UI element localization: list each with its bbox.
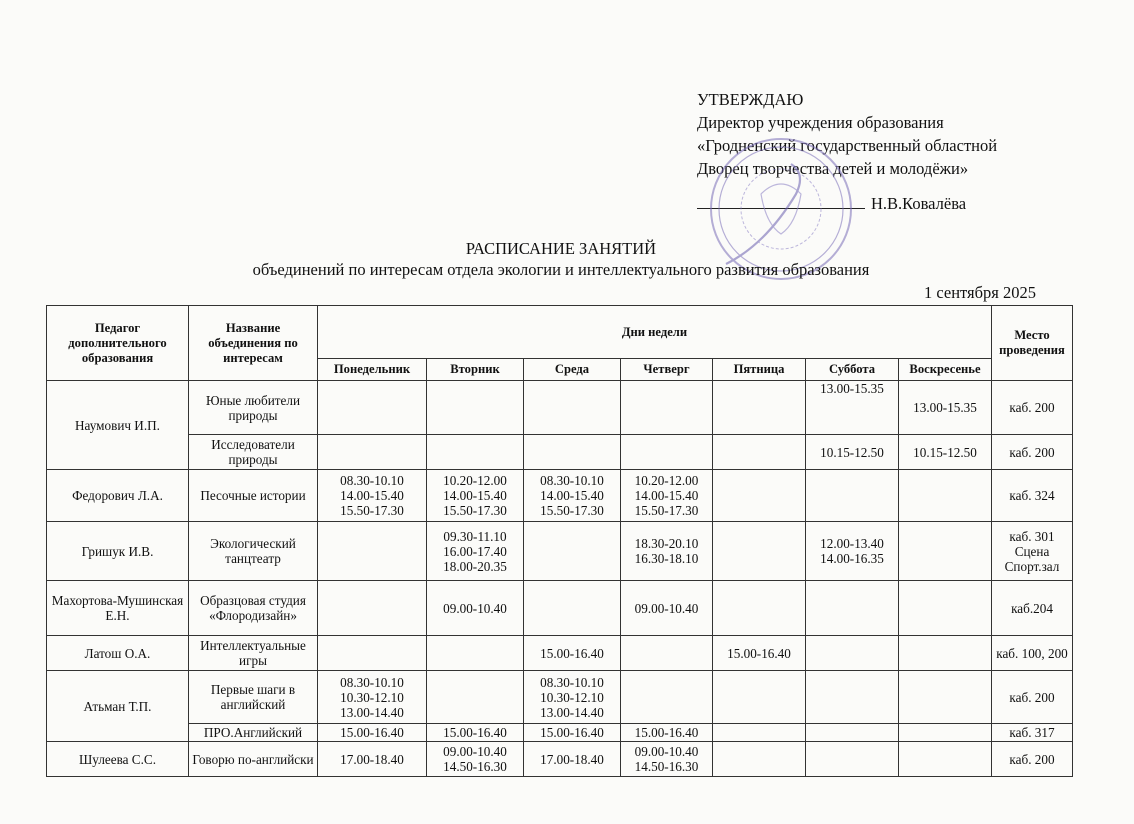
tuesday-cell: 09.00-10.40: [427, 581, 524, 636]
place-cell: каб.204: [992, 581, 1073, 636]
wednesday-cell: 17.00-18.40: [524, 742, 621, 777]
place-cell: каб. 200: [992, 435, 1073, 470]
header-thursday: Четверг: [621, 359, 713, 381]
thursday-cell: [621, 435, 713, 470]
monday-cell: 15.00-16.40: [318, 724, 427, 742]
approval-line-1: Директор учреждения образования: [697, 113, 944, 132]
header-friday: Пятница: [713, 359, 806, 381]
schedule-table: [46, 305, 1073, 777]
table-row: [47, 671, 1073, 724]
saturday-cell: [806, 581, 899, 636]
wednesday-cell: 15.00-16.40: [524, 724, 621, 742]
table-row: [47, 724, 1073, 742]
group-cell: Первые шаги в английский: [189, 671, 318, 724]
monday-cell: [318, 636, 427, 671]
table-row: [47, 381, 1073, 435]
thursday-cell: 15.00-16.40: [621, 724, 713, 742]
sunday-cell: [899, 470, 992, 522]
thursday-cell: [621, 671, 713, 724]
table-row: [47, 435, 1073, 470]
monday-cell: [318, 522, 427, 581]
friday-cell: 15.00-16.40: [713, 636, 806, 671]
tuesday-cell: 09.30-11.10 16.00-17.40 18.00-20.35: [427, 522, 524, 581]
sunday-cell: 13.00-15.35: [899, 381, 992, 435]
group-cell: Образцовая студия «Флородизайн»: [189, 581, 318, 636]
group-cell: Юные любители природы: [189, 381, 318, 435]
sunday-cell: [899, 724, 992, 742]
document-date: 1 сентября 2025: [924, 283, 1036, 302]
table-row: [47, 522, 1073, 581]
approval-line-2: «Гродненский государственный областной: [697, 136, 998, 155]
group-cell: Говорю по-английски: [189, 742, 318, 777]
monday-cell: 08.30-10.10 14.00-15.40 15.50-17.30: [318, 470, 427, 522]
wednesday-cell: [524, 435, 621, 470]
saturday-cell: [806, 470, 899, 522]
header-days: Дни недели: [318, 306, 992, 359]
teacher-cell: Шулеева С.С.: [47, 742, 189, 777]
wednesday-cell: [524, 522, 621, 581]
wednesday-cell: [524, 381, 621, 435]
saturday-cell: [806, 724, 899, 742]
tuesday-cell: 15.00-16.40: [427, 724, 524, 742]
tuesday-cell: [427, 435, 524, 470]
place-cell: каб. 200: [992, 381, 1073, 435]
place-cell: каб. 324: [992, 470, 1073, 522]
tuesday-cell: [427, 381, 524, 435]
sunday-cell: [899, 581, 992, 636]
header-teacher: Педагог дополнительного образования: [47, 306, 189, 381]
saturday-cell: [806, 636, 899, 671]
group-cell: ПРО.Английский: [189, 724, 318, 742]
teacher-cell: Наумович И.П.: [47, 381, 189, 470]
header-saturday: Суббота: [806, 359, 899, 381]
approval-line-3: Дворец творчества детей и молодёжи»: [697, 159, 969, 178]
approval-heading: УТВЕРЖДАЮ: [697, 90, 804, 109]
saturday-cell: [806, 742, 899, 777]
friday-cell: [713, 671, 806, 724]
friday-cell: [713, 470, 806, 522]
thursday-cell: [621, 636, 713, 671]
thursday-cell: 18.30-20.10 16.30-18.10: [621, 522, 713, 581]
header-monday: Понедельник: [318, 359, 427, 381]
sunday-cell: [899, 636, 992, 671]
place-cell: каб. 100, 200: [992, 636, 1073, 671]
tuesday-cell: [427, 671, 524, 724]
monday-cell: 17.00-18.40: [318, 742, 427, 777]
friday-cell: [713, 522, 806, 581]
teacher-cell: Атьман Т.П.: [47, 671, 189, 742]
place-cell: каб. 317: [992, 724, 1073, 742]
place-cell: каб. 200: [992, 671, 1073, 724]
saturday-cell: 13.00-15.35: [806, 381, 899, 435]
saturday-cell: 12.00-13.40 14.00-16.35: [806, 522, 899, 581]
group-cell: Песочные истории: [189, 470, 318, 522]
saturday-cell: 10.15-12.50: [806, 435, 899, 470]
wednesday-cell: 15.00-16.40: [524, 636, 621, 671]
tuesday-cell: 09.00-10.40 14.50-16.30: [427, 742, 524, 777]
wednesday-cell: [524, 581, 621, 636]
sunday-cell: [899, 742, 992, 777]
thursday-cell: 09.00-10.40: [621, 581, 713, 636]
friday-cell: [713, 724, 806, 742]
place-cell: каб. 200: [992, 742, 1073, 777]
tuesday-cell: [427, 636, 524, 671]
thursday-cell: 09.00-10.40 14.50-16.30: [621, 742, 713, 777]
document-title: РАСПИСАНИЕ ЗАНЯТИЙ: [465, 239, 657, 258]
friday-cell: [713, 381, 806, 435]
group-cell: Исследователи природы: [189, 435, 318, 470]
friday-cell: [713, 742, 806, 777]
wednesday-cell: 08.30-10.10 10.30-12.10 13.00-14.40: [524, 671, 621, 724]
document-titles: [0, 238, 1134, 280]
header-sunday: Воскресенье: [899, 359, 992, 381]
table-row: [47, 581, 1073, 636]
teacher-cell: Федорович Л.А.: [47, 470, 189, 522]
sunday-cell: [899, 522, 992, 581]
header-wednesday: Среда: [524, 359, 621, 381]
place-cell: каб. 301 Сцена Спорт.зал: [992, 522, 1073, 581]
monday-cell: [318, 381, 427, 435]
teacher-cell: Махортова-Мушинская Е.Н.: [47, 581, 189, 636]
header-group: Название объединения по интересам: [189, 306, 318, 381]
tuesday-cell: 10.20-12.00 14.00-15.40 15.50-17.30: [427, 470, 524, 522]
thursday-cell: 10.20-12.00 14.00-15.40 15.50-17.30: [621, 470, 713, 522]
thursday-cell: [621, 381, 713, 435]
friday-cell: [713, 435, 806, 470]
monday-cell: [318, 581, 427, 636]
document-subtitle: объединений по интересам отдела экологии и интеллектуального развития образования: [252, 260, 870, 279]
table-row: [47, 636, 1073, 671]
group-cell: Экологический танцтеатр: [189, 522, 318, 581]
table-row: [47, 742, 1073, 777]
teacher-cell: Гришук И.В.: [47, 522, 189, 581]
monday-cell: [318, 435, 427, 470]
saturday-cell: [806, 671, 899, 724]
sunday-cell: [899, 671, 992, 724]
table-row: [47, 470, 1073, 522]
wednesday-cell: 08.30-10.10 14.00-15.40 15.50-17.30: [524, 470, 621, 522]
monday-cell: 08.30-10.10 10.30-12.10 13.00-14.40: [318, 671, 427, 724]
header-place: Место проведения: [992, 306, 1073, 381]
signer-name: Н.В.Ковалёва: [871, 194, 967, 213]
friday-cell: [713, 581, 806, 636]
sunday-cell: 10.15-12.50: [899, 435, 992, 470]
teacher-cell: Латош О.А.: [47, 636, 189, 671]
group-cell: Интеллектуальные игры: [189, 636, 318, 671]
header-tuesday: Вторник: [427, 359, 524, 381]
